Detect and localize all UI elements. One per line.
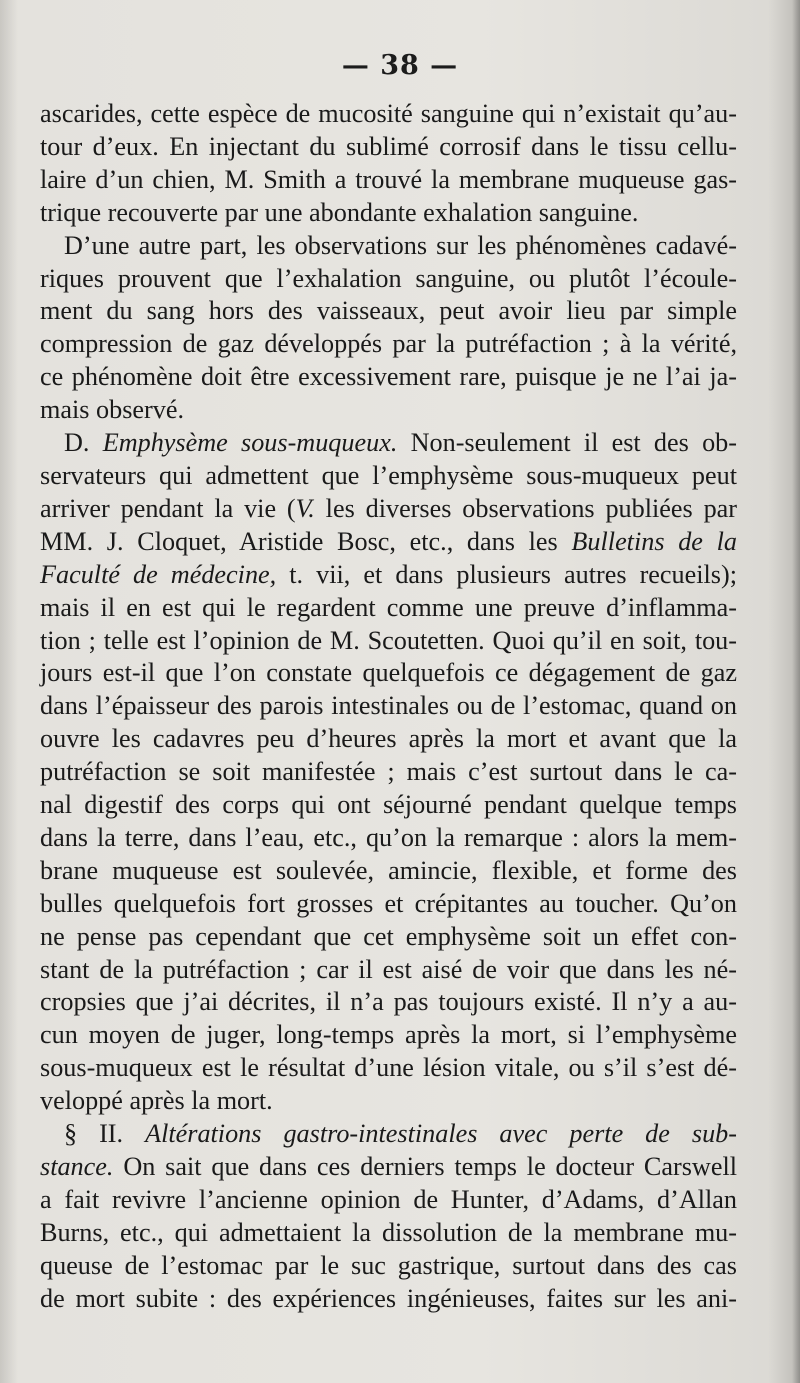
text-line: jours est-il que l’on constate quelquefois ce dégagement de gaz: [40, 658, 737, 688]
text-line: cropsies que j’ai décrites, il n’a pas toujours existé. Il n’y a au-: [40, 987, 737, 1017]
text-line: veloppé après la mort.: [40, 1086, 273, 1116]
text-run: arriver pendant la vie (: [40, 493, 296, 523]
text-line: ce phénomène doit être excessivement rare, puisque je ne l’ai ja-: [40, 362, 737, 392]
text-line: ne pense pas cependant que cet emphysème soit un effet con-: [40, 921, 737, 951]
text-line: mais observé.: [40, 395, 184, 425]
text-line: tour d’eux. En injectant du sublimé corrosif dans le tissu cellu-: [40, 131, 737, 161]
section-heading: stance.: [40, 1152, 114, 1181]
section-heading: Emphysème sous-muqueux.: [102, 428, 398, 458]
text-line: stant de la putréfaction ; car il est aisé de voir que dans les né-: [40, 954, 737, 984]
text-line: nal digestif des corps qui ont séjourné pendant quelque temps: [40, 790, 737, 820]
text-line: ouvre les cadavres peu d’heures après la mort et avant que la: [40, 724, 737, 754]
text-line: riques prouvent que l’exhalation sanguine, ou plutôt l’écoule-: [40, 263, 737, 293]
text-line: bulles quelquefois fort grosses et crépitantes au toucher. Qu’on: [40, 888, 737, 918]
text-run: t. vii, et dans plusieurs autres recueils);: [289, 559, 737, 589]
paragraph-2: [40, 230, 737, 427]
text-run: On sait que dans ces derniers temps le docteur Carswell: [123, 1152, 738, 1181]
text-line: dans l’épaisseur des parois intestinales ou de l’estomac, quand on: [40, 691, 737, 721]
text-run: les diverses observations publiées par: [325, 493, 738, 523]
text-line: compression de gaz développés par la putréfaction ; à la vérité,: [40, 329, 737, 359]
page-number: — 38 —: [341, 50, 459, 81]
paragraph-4: [40, 1118, 737, 1315]
text-line: sous-muqueux est le résultat d’une lésion vitale, ou s’il s’est dé-: [40, 1053, 737, 1083]
text-line: cun moyen de juger, long-temps après la mort, si l’emphysème: [40, 1020, 737, 1050]
text-line: laire d’un chien, M. Smith a trouvé la membrane muqueuse gas-: [40, 164, 737, 194]
text-line: servateurs qui admettent que l’emphysème sous-muqueux peut: [40, 460, 737, 490]
text-line: D’une autre part, les observations sur les phénomènes cadavé-: [64, 230, 737, 260]
text-line: [40, 427, 737, 460]
text-line: [40, 559, 737, 592]
section-letter: D.: [64, 428, 90, 458]
body-text: [40, 98, 737, 1316]
text-line: ment du sang hors des vaisseaux, peut avoir lieu par simple: [40, 296, 737, 326]
text-line: a fait revivre l’ancienne opinion de Hunter, d’Adams, d’Allan: [40, 1184, 737, 1214]
text-line: mais il en est qui le regardent comme une preuve d’inflamma-: [40, 592, 737, 622]
text-line: Burns, etc., qui admettaient la dissolution de la membrane mu-: [40, 1217, 737, 1247]
paragraph-1: [40, 98, 737, 230]
text-run: MM. J. Cloquet, Aristide Bosc, etc., dans les: [40, 526, 558, 556]
journal-title: Bulletins de la: [571, 526, 737, 556]
section-heading: Altérations gastro-intestinales avec perte de sub-: [145, 1119, 737, 1149]
reference-abbrev: V.: [295, 493, 315, 523]
text-line: putréfaction se soit manifestée ; mais c’est surtout dans le ca-: [40, 757, 737, 787]
text-line: de mort subite : des expériences ingénieuses, faites sur les ani-: [40, 1283, 737, 1313]
section-number: § II.: [64, 1119, 124, 1149]
text-line: trique recouverte par une abondante exhalation sanguine.: [40, 197, 639, 227]
text-line: queuse de l’estomac par le suc gastrique, surtout dans des cas: [40, 1250, 737, 1280]
text-line: ascarides, cette espèce de mucosité sanguine qui n’existait qu’au-: [40, 99, 737, 128]
text-line: [40, 1118, 737, 1151]
text-line: [40, 526, 737, 559]
text-line: dans la terre, dans l’eau, etc., qu’on la remarque : alors la mem-: [40, 822, 737, 852]
text-line: tion ; telle est l’opinion de M. Scoutetten. Quoi qu’il en soit, tou-: [40, 625, 737, 655]
paragraph-3: [40, 427, 737, 1118]
journal-title: Faculté de médecine,: [40, 559, 277, 589]
text-line: brane muqueuse est soulevée, amincie, flexible, et forme des: [40, 855, 737, 885]
text-line: [40, 1151, 737, 1184]
text-run: Non-seulement il est des ob-: [410, 428, 737, 458]
text-line: [40, 493, 737, 526]
